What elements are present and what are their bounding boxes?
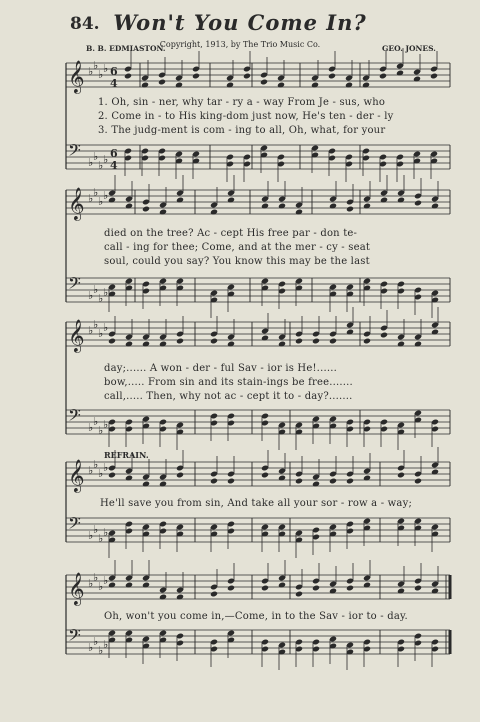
flat-sign: ♭ <box>88 65 94 78</box>
note-head <box>108 472 116 479</box>
flat-sign: ♭ <box>98 195 104 208</box>
treble-clef: 𝄞 <box>68 187 85 220</box>
note-head <box>210 591 218 598</box>
bass-clef: 𝄢 <box>68 513 81 537</box>
flat-sign: ♭ <box>98 327 104 340</box>
hymn-number: 84. <box>70 14 100 34</box>
flat-sign: ♭ <box>98 159 104 172</box>
time-signature-top: 6 <box>110 65 118 78</box>
flat-sign: ♭ <box>88 421 94 434</box>
flat-sign: ♭ <box>103 461 109 474</box>
note-head <box>158 79 166 86</box>
treble-clef: 𝄞 <box>68 60 85 93</box>
lyric-refrain-line2: Oh, won't you come in,—Come, in to the Sav - ior to - day. <box>104 611 408 622</box>
note-head <box>261 472 269 479</box>
note-head <box>414 478 422 485</box>
note-head <box>192 73 200 80</box>
lyric-system3-verse2: bow,..... From sin and its stain-ings be free....... <box>104 377 353 388</box>
composer-credit: GEO. JONES. <box>382 44 436 53</box>
time-signature-bottom: 4 <box>110 77 118 90</box>
lyric-system1-verse3: 3. The judg-ment is com - ing to all, Oh, what, for your <box>98 125 386 136</box>
note-head <box>430 73 438 80</box>
flat-sign: ♭ <box>93 635 99 648</box>
flat-sign: ♭ <box>93 283 99 296</box>
flat-sign: ♭ <box>93 458 99 471</box>
flat-sign: ♭ <box>103 62 109 75</box>
note-head <box>142 206 150 213</box>
note-head <box>261 585 269 592</box>
note-head <box>346 478 354 485</box>
lyric-system2-verse1: died on the tree? Ac - cept His free par - don te- <box>104 228 358 239</box>
flat-sign: ♭ <box>103 574 109 587</box>
treble-clef: 𝄞 <box>68 572 85 605</box>
note-head <box>210 478 218 485</box>
flat-sign: ♭ <box>98 580 104 593</box>
note-head <box>176 472 184 479</box>
flat-sign: ♭ <box>98 467 104 480</box>
flat-sign: ♭ <box>103 153 109 166</box>
note-head <box>329 338 337 345</box>
flat-sign: ♭ <box>103 526 109 539</box>
note-head <box>379 73 387 80</box>
flat-sign: ♭ <box>103 418 109 431</box>
note-head <box>414 200 422 207</box>
note-head <box>108 338 116 345</box>
flat-sign: ♭ <box>98 644 104 657</box>
note-head <box>346 585 354 592</box>
note-head <box>295 478 303 485</box>
flat-sign: ♭ <box>98 424 104 437</box>
note-head <box>124 73 132 80</box>
treble-clef: 𝄞 <box>68 459 85 492</box>
flat-sign: ♭ <box>93 318 99 331</box>
flat-sign: ♭ <box>88 464 94 477</box>
lyric-system2-verse3: soul, could you say? You know this may be the last <box>104 256 370 267</box>
flat-sign: ♭ <box>93 150 99 163</box>
flat-sign: ♭ <box>103 638 109 651</box>
flat-sign: ♭ <box>93 186 99 199</box>
flat-sign: ♭ <box>88 156 94 169</box>
bass-clef: 𝄢 <box>68 625 81 649</box>
note-head <box>210 338 218 345</box>
lyric-system3-verse1: day;...... A won - der - ful Sav - ior is He!...... <box>104 363 337 374</box>
bass-clef: 𝄢 <box>68 140 81 164</box>
note-head <box>243 73 251 80</box>
flat-sign: ♭ <box>103 189 109 202</box>
note-head <box>227 585 235 592</box>
hymn-title: Won't You Come In? <box>113 10 367 35</box>
note-head <box>227 478 235 485</box>
refrain-label: REFRAIN. <box>104 450 149 460</box>
note-head <box>346 206 354 213</box>
lyric-system2-verse2: call - ing for thee; Come, and at the mer - cy - seat <box>104 242 371 253</box>
copyright-notice: Copyright, 1913, by The Trio Music Co. <box>159 40 321 49</box>
flat-sign: ♭ <box>98 292 104 305</box>
flat-sign: ♭ <box>88 641 94 654</box>
flat-sign: ♭ <box>88 529 94 542</box>
note-head <box>260 79 268 86</box>
lyric-system1-verse1: 1. Oh, sin - ner, why tar - ry a - way From Je - sus, who <box>98 97 386 108</box>
bass-clef: 𝄢 <box>68 273 81 297</box>
lyric-system3-verse3: call,..... Then, why not ac - cept it to - day?....... <box>104 391 353 402</box>
flat-sign: ♭ <box>88 289 94 302</box>
bass-clef: 𝄢 <box>68 405 81 429</box>
lyric-refrain-line1: He'll save you from sin, And take all your sor - row a - way; <box>100 498 413 509</box>
note-head <box>328 73 336 80</box>
flat-sign: ♭ <box>98 532 104 545</box>
note-head <box>380 332 388 339</box>
flat-sign: ♭ <box>88 192 94 205</box>
note-head <box>312 338 320 345</box>
note-head <box>176 338 184 345</box>
flat-sign: ♭ <box>88 577 94 590</box>
note-head <box>312 585 320 592</box>
lyricist-credit: B. B. EDMIASTON. <box>86 44 166 53</box>
note-head <box>363 338 371 345</box>
note-head <box>295 338 303 345</box>
flat-sign: ♭ <box>103 321 109 334</box>
flat-sign: ♭ <box>88 324 94 337</box>
flat-sign: ♭ <box>93 59 99 72</box>
flat-sign: ♭ <box>93 523 99 536</box>
lyric-system1-verse2: 2. Come in - to His king-dom just now, He's ten - der - ly <box>98 111 394 122</box>
flat-sign: ♭ <box>93 415 99 428</box>
time-signature-bottom: 4 <box>110 159 118 172</box>
note-head <box>397 472 405 479</box>
flat-sign: ♭ <box>93 571 99 584</box>
flat-sign: ♭ <box>103 286 109 299</box>
flat-sign: ♭ <box>98 68 104 81</box>
note-head <box>329 478 337 485</box>
note-head <box>414 585 422 592</box>
time-signature-top: 6 <box>110 147 118 160</box>
note-head <box>295 591 303 598</box>
treble-clef: 𝄞 <box>68 319 85 352</box>
